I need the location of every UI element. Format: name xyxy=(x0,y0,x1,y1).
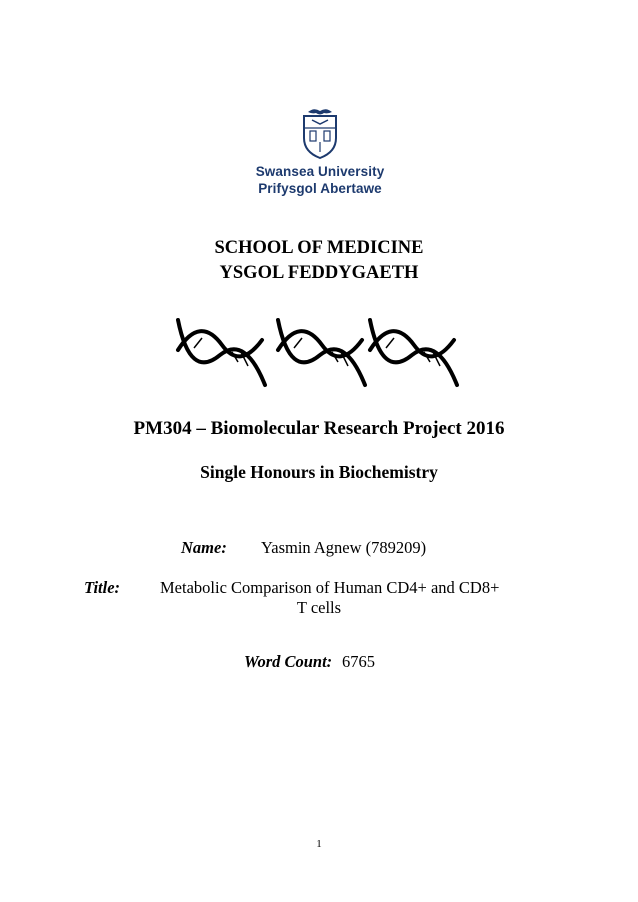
name-label: Name: xyxy=(181,538,227,557)
university-crest-icon xyxy=(298,108,342,160)
word-count-value: 6765 xyxy=(342,652,375,671)
degree-name: Single Honours in Biochemistry xyxy=(200,462,438,482)
school-name-english: SCHOOL OF MEDICINE xyxy=(214,238,424,258)
title-value-line2: T cells xyxy=(296,598,342,617)
university-name-welsh: Prifysgol Abertawe xyxy=(258,181,382,196)
university-logo xyxy=(230,108,410,198)
title-label: Title: xyxy=(84,578,121,597)
title-value-line1: Metabolic Comparison of Human CD4+ and CD8+ xyxy=(160,578,500,597)
school-name-welsh: YSGOL FEDDYGAETH xyxy=(219,263,419,283)
page-number: 1 xyxy=(316,838,322,850)
project-title: PM304 – Biomolecular Research Project 2016 xyxy=(133,418,505,439)
name-value: Yasmin Agnew (789209) xyxy=(261,538,427,557)
university-name-english: Swansea University xyxy=(255,164,385,179)
dna-helix-icon xyxy=(170,310,470,390)
word-count-label: Word Count: xyxy=(244,652,333,671)
